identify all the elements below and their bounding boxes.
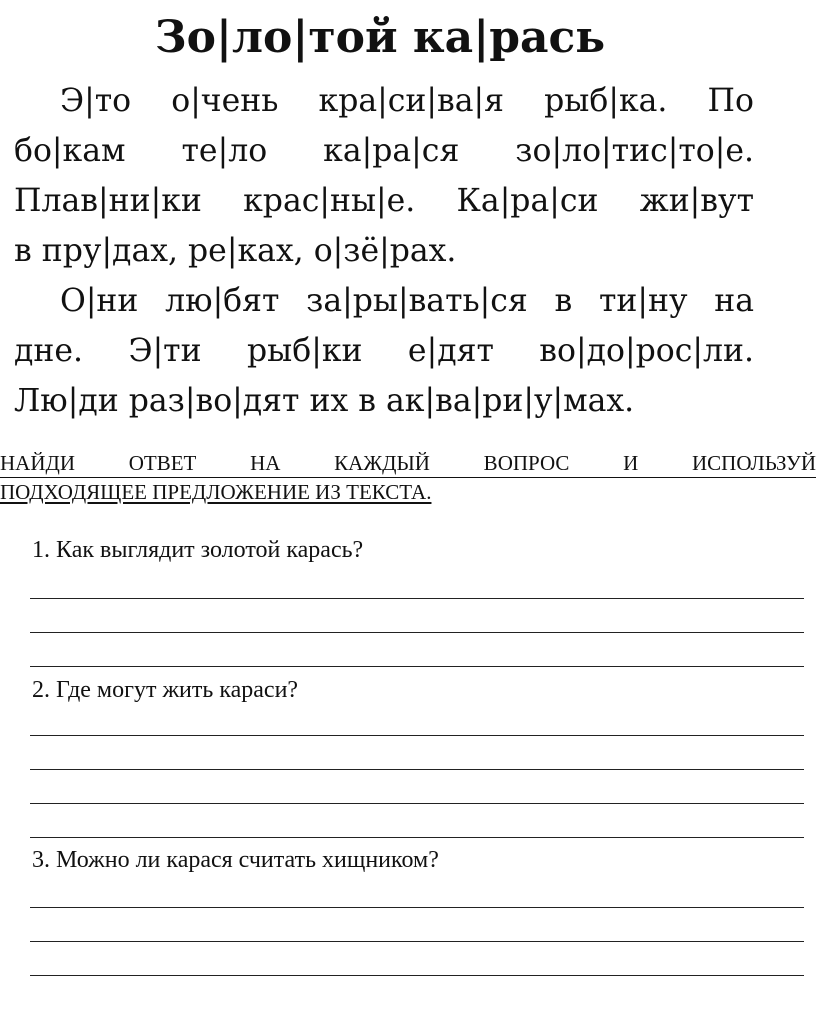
answer-line[interactable] — [30, 598, 804, 599]
story-line: в пру|дах, ре|ках, о|зё|рах. — [14, 233, 457, 269]
answer-line[interactable] — [30, 735, 804, 736]
story-line: О|ни лю|бят за|ры|вать|ся в ти|ну на — [60, 283, 754, 319]
question-2: 2. Где могут жить караси? — [32, 677, 299, 703]
answer-line[interactable] — [30, 941, 804, 942]
story-line: Плав|ни|ки крас|ны|е. Ка|ра|си жи|вут — [14, 183, 754, 219]
instruction-line-2: ПОДХОДЯЩЕЕ ПРЕДЛОЖЕНИЕ ИЗ ТЕКСТА. — [0, 480, 432, 504]
answer-line[interactable] — [30, 907, 804, 908]
answer-line[interactable] — [30, 769, 804, 770]
answer-line[interactable] — [30, 632, 804, 633]
story-line: бо|кам те|ло ка|ра|ся зо|ло|тис|то|е. — [14, 133, 754, 169]
story-text — [14, 76, 754, 426]
instruction-line-1: НАЙДИ ОТВЕТ НА КАЖДЫЙ ВОПРОС И ИСПОЛЬЗУЙ — [0, 450, 816, 478]
answer-line[interactable] — [30, 666, 804, 667]
story-line: дне. Э|ти рыб|ки е|дят во|до|рос|ли. — [14, 333, 754, 369]
answer-line[interactable] — [30, 975, 804, 976]
answer-line[interactable] — [30, 837, 804, 838]
question-3: 3. Можно ли карася считать хищником? — [32, 847, 439, 873]
story-line: Лю|ди раз|во|дят их в ак|ва|ри|у|мах. — [14, 383, 635, 419]
answer-line[interactable] — [30, 803, 804, 804]
story-line: Э|то о|чень кра|си|ва|я рыб|ка. По — [60, 83, 754, 119]
instruction-text — [0, 450, 816, 507]
page-title: Зо|ло|той ка|рась — [154, 12, 606, 63]
question-1: 1. Как выглядит золотой карась? — [32, 537, 364, 563]
